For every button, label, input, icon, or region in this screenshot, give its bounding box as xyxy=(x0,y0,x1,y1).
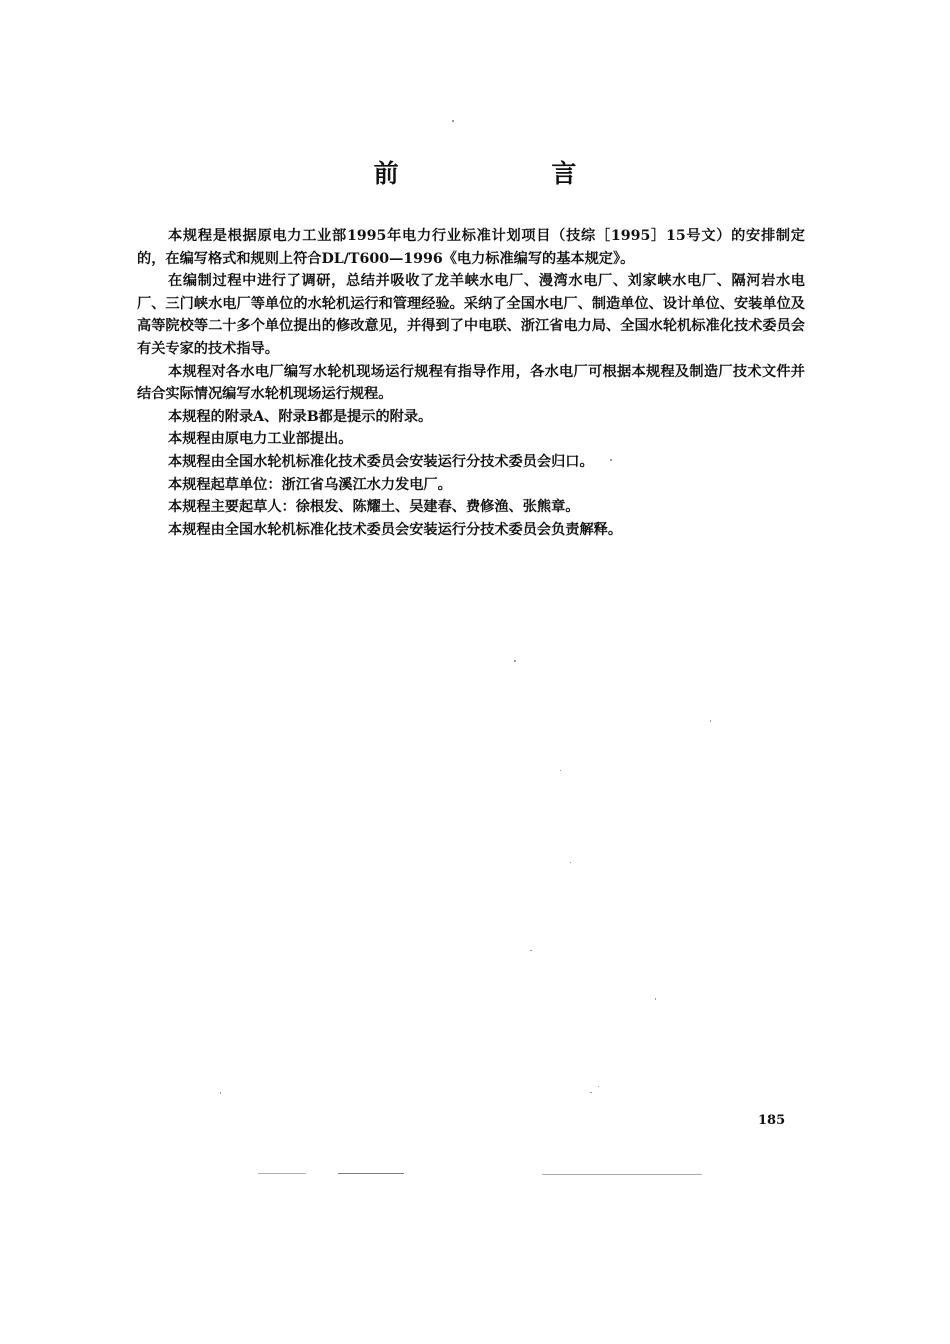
scan-speck xyxy=(655,998,656,1000)
paragraph-appendices: 本规程的附录A、附录B都是提示的附录。 xyxy=(168,408,433,425)
page-number: 185 xyxy=(758,1113,786,1128)
scan-speck xyxy=(598,1086,599,1087)
scan-speck xyxy=(452,120,454,122)
scan-speck xyxy=(710,720,711,722)
paragraph-guidance: 本规程对各水电厂编写水轮机现场运行规程有指导作用，各水电厂可根据本规程及制造厂技术文件并结合实际情况编写水轮机现场运行规程。 xyxy=(137,363,805,403)
scan-rule xyxy=(338,1173,404,1174)
paragraph-proposer: 本规程由原电力工业部提出。 xyxy=(168,431,353,448)
paragraph-drafters: 本规程主要起草人：徐根发、陈耀土、吴建春、费修渔、张熊章。 xyxy=(168,499,580,516)
paragraph-basis: 本规程是根据原电力工业部1995年电力行业标准计划项目（技综［1995］15号文）的安排制定的，在编写格式和规则上符合DL/T600—1996《电力标准编写的基本规定》。 xyxy=(137,228,805,267)
preface-body xyxy=(137,225,805,541)
scan-speck xyxy=(590,1092,592,1093)
scan-speck xyxy=(514,660,516,662)
scan-speck xyxy=(220,1092,221,1094)
scan-speck xyxy=(570,862,571,863)
paragraph-drafting-unit: 本规程起草单位：浙江省乌溪江水力发电厂。 xyxy=(168,476,452,493)
scan-speck xyxy=(560,770,561,771)
paragraph-centralized-management: 本规程由全国水轮机标准化技术委员会安装运行分技术委员会归口。 xyxy=(168,453,594,470)
scan-rule xyxy=(258,1173,306,1174)
scan-speck xyxy=(610,459,612,461)
paragraph-drafting-process: 在编制过程中进行了调研，总结并吸收了龙羊峡水电厂、漫湾水电厂、刘家峡水电厂、隔河岩水电厂、三门峡水电厂等单位的水轮机运行和管理经验。采纳了全国水电厂、制造单位、设计单位、安装单位及高等院校等二十多个单位提出的修改意见，并得到了中电联、浙江省电力局、全国水轮机标准化技术委员会有关专家的技术指导。 xyxy=(137,273,805,357)
page-title: 前 言 xyxy=(373,159,649,188)
scan-speck xyxy=(530,950,532,951)
paragraph-interpretation: 本规程由全国水轮机标准化技术委员会安装运行分技术委员会负责解释。 xyxy=(168,521,623,538)
scan-rule xyxy=(542,1174,702,1175)
